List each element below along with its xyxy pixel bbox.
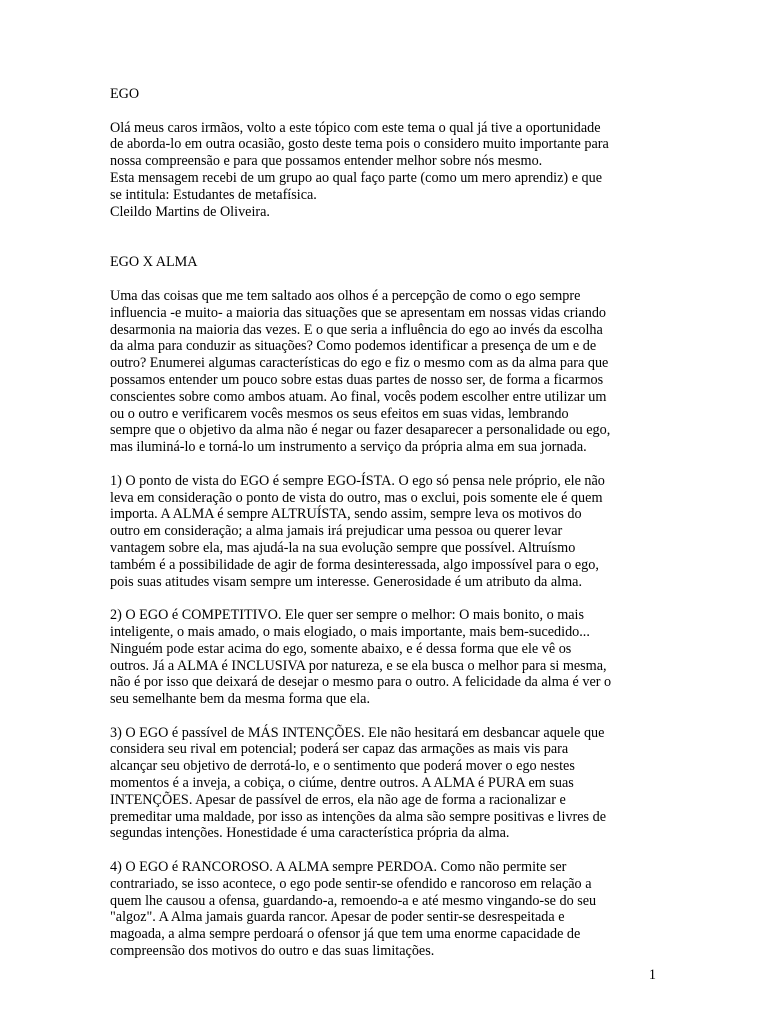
text-line: vantagem sobre ela, mas ajudá-la na sua evolução sempre que possível. Altruísmo bbox=[110, 539, 576, 556]
text-line: desarmonia na maioria das vezes. E o que seria a influência do ego ao invés da escolha bbox=[110, 321, 603, 338]
text-line: alcançar seu objetivo de derrotá-lo, e o sentimento que poderá mover o ego nestes bbox=[110, 758, 575, 775]
author-line: Cleildo Martins de Oliveira. bbox=[110, 203, 270, 220]
text-line: premeditar uma maldade, por isso as intenções da alma são sempre positivas e livres de bbox=[110, 808, 607, 825]
intro-paragraph bbox=[110, 120, 662, 221]
text-line: influencia -e muito- a maioria das situações que se apresentam em nossas vidas criando bbox=[110, 304, 607, 321]
text-line: considera seu rival em potencial; poderá ser capaz das armações as mais vis para bbox=[110, 741, 569, 758]
text-line: outro em consideração; a alma jamais irá prejudicar uma pessoa ou querer levar bbox=[110, 523, 563, 540]
text-line: Uma das coisas que me tem saltado aos olhos é a percepção de como o ego sempre bbox=[110, 287, 581, 304]
text-line: sempre que o objetivo da alma não é negar ou fazer desaparecer a personalidade ou ego, bbox=[110, 422, 611, 439]
text-line: "algoz". A Alma jamais guarda rancor. Apesar de poder sentir-se desrespeitada e bbox=[110, 909, 565, 926]
text-line: compreensão dos motivos do outro e das suas limitações. bbox=[110, 943, 435, 960]
text-line: ou o outro e verificarem vocês mesmos os seus efeitos em suas vidas, lembrando bbox=[110, 405, 569, 422]
paragraph-point-2 bbox=[110, 607, 662, 708]
text-line: momentos é a inveja, a cobiça, o ciúme, dentre outros. A ALMA é PURA em suas bbox=[110, 775, 574, 792]
intro-line: Esta mensagem recebi de um grupo ao qual faço parte (como um mero aprendiz) e que bbox=[110, 169, 603, 186]
section-title: EGO X ALMA bbox=[110, 254, 198, 271]
paragraph-point-3 bbox=[110, 725, 662, 843]
text-line: 2) O EGO é COMPETITIVO. Ele quer ser sempre o melhor: O mais bonito, o mais bbox=[110, 607, 585, 624]
intro-line: Olá meus caros irmãos, volto a este tópico com este tema o qual já tive a oportunidade bbox=[110, 119, 601, 136]
text-line: quem lhe causou a ofensa, guardando-a, remoendo-a e até mesmo vingando-se do seu bbox=[110, 892, 597, 909]
paragraph-point-1 bbox=[110, 473, 662, 591]
text-line: seu semelhante bem da mesma forma que ela. bbox=[110, 691, 371, 708]
text-line: outro? Enumerei algumas características do ego e fiz o mesmo com as da alma para que bbox=[110, 355, 609, 372]
text-line: contrariado, se isso acontece, o ego pode sentir-se ofendido e rancoroso em relação a bbox=[110, 875, 592, 892]
text-line: segundas intenções. Honestidade é uma característica própria da alma. bbox=[110, 825, 510, 842]
text-line: 4) O EGO é RANCOROSO. A ALMA sempre PERDOA. Como não permite ser bbox=[110, 859, 567, 876]
text-line: possamos entender um pouco sobre estas duas partes de nosso ser, de forma a ficarmos bbox=[110, 371, 604, 388]
text-line: INTENÇÕES. Apesar de passível de erros, ela não age de forma a racionalizar e bbox=[110, 791, 566, 808]
paragraph-intro-ego-alma bbox=[110, 288, 662, 456]
text-line: também é a possibilidade de agir de forma desinteressada, algo impossível para o ego, bbox=[110, 556, 599, 573]
intro-line: nossa compreensão e para que possamos entender melhor sobre nós mesmo. bbox=[110, 153, 543, 170]
text-line: da alma para conduzir as situações? Como podemos identificar a presença de um e de bbox=[110, 338, 597, 355]
text-line: 3) O EGO é passível de MÁS INTENÇÕES. Ele não hesitará em desbancar aquele que bbox=[110, 724, 605, 741]
document-title: EGO bbox=[110, 86, 140, 102]
text-line: magoada, a alma sempre perdoará o ofensor já que tem uma enorme capacidade de bbox=[110, 926, 581, 943]
text-line: pois suas atitudes visam sempre um interesse. Generosidade é um atributo da alma. bbox=[110, 573, 583, 590]
text-line: não é por isso que deixará de desejar o mesmo para o outro. A felicidade da alma é ver o bbox=[110, 674, 612, 691]
text-line: importa. A ALMA é sempre ALTRUÍSTA, sendo assim, sempre leva os motivos do bbox=[110, 506, 582, 523]
intro-line: de aborda-lo em outra ocasião, gosto deste tema pois o considero muito importante para bbox=[110, 136, 609, 153]
document-page bbox=[110, 86, 662, 960]
text-line: conscientes sobre como ambos atuam. Ao final, vocês podem escolher entre utilizar um bbox=[110, 388, 607, 405]
intro-line: se intitula: Estudantes de metafísica. bbox=[110, 186, 317, 203]
text-line: Ninguém pode estar acima do ego, somente abaixo, e é dessa forma que ele vê os bbox=[110, 640, 572, 657]
paragraph-point-4 bbox=[110, 859, 662, 960]
text-line: inteligente, o mais amado, o mais elogiado, o mais importante, mais bem-sucedido... bbox=[110, 623, 590, 640]
text-line: 1) O ponto de vista do EGO é sempre EGO-ÍSTA. O ego só pensa nele próprio, ele não bbox=[110, 472, 605, 489]
text-line: outros. Já a ALMA é INCLUSIVA por natureza, e se ela busca o melhor para si mesma, bbox=[110, 657, 607, 674]
text-line: leva em consideração o ponto de vista do outro, mas o exclui, pois somente ele é quem bbox=[110, 489, 603, 506]
text-line: mas iluminá-lo e torná-lo um instrumento a serviço da própria alma em sua jornada. bbox=[110, 439, 587, 456]
page-number: 1 bbox=[648, 967, 656, 983]
